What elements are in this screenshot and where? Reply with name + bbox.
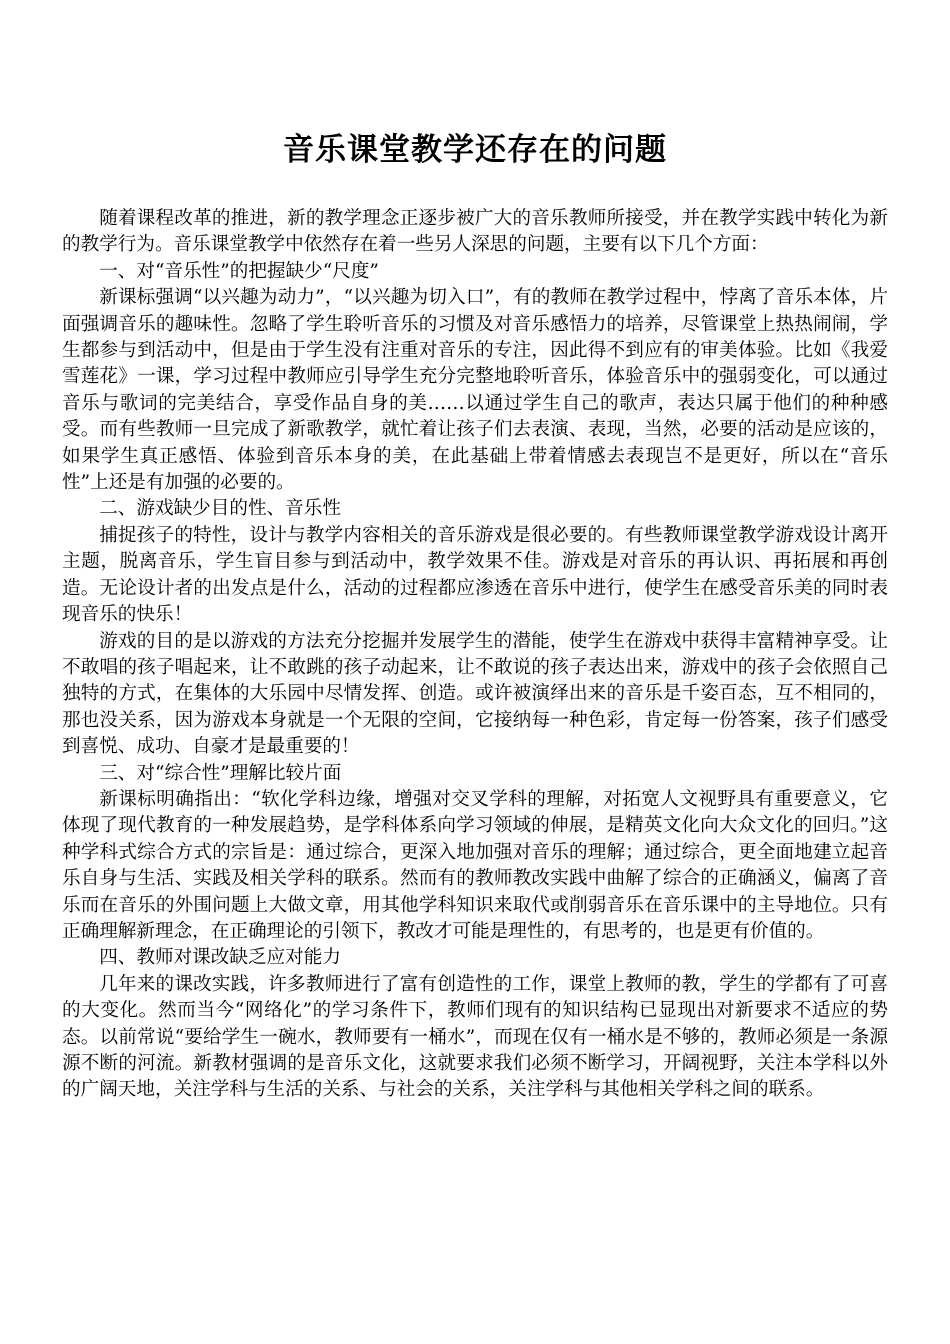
section-heading-4: 四、教师对课改缺乏应对能力 <box>99 947 341 969</box>
paragraph: 游戏的目的是以游戏的方法充分挖掘并发展学生的潜能，使学生在游戏中获得丰富精神享受。让不敢唱的孩子唱起来，让不敢跳的孩子动起来，让不敢说的孩子表达出来，游戏中的孩子会依照自己独特的方式，在集体的大乐园中尽情发挥、创造。或许被演绎出来的音乐是千姿百态，互不相同的，那也没关系，因为游戏本身就是一个无限的空间，它接纳每一种色彩，肯定每一份答案，孩子们感受到喜悦、成功、自豪才是最重要的！ <box>62 630 888 758</box>
paragraph: 新课标强调“以兴趣为动力”，“以兴趣为切入口”，有的教师在教学过程中，悖离了音乐本体，片面强调音乐的趣味性。忽略了学生聆听音乐的习惯及对音乐感悟力的培养，尽管课堂上热热闹闹，学生都参与到活动中，但是由于学生没有注重对音乐的专注，因此得不到应有的审美体验。比如《我爱雪莲花》一课，学习过程中教师应引导学生充分完整地聆听音乐，体验音乐中的强弱变化，可以通过音乐与歌词的完美结合，享受作品自身的美……以通过学生自己的歌声，表达只属于他们的种种感受。而有些教师一旦完成了新歌教学，就忙着让孩子们去表演、表现，当然，必要的活动是应该的，如果学生真正感悟、体验到音乐本身的美，在此基础上带着情感去表现岂不是更好，所以在“音乐性”上还是有加强的必要的。 <box>62 287 888 494</box>
paragraph: 新课标明确指出：“软化学科边缘，增强对交叉学科的理解，对拓宽人文视野具有重要意义，它体现了现代教育的一种发展趋势，是学科体系向学习领域的伸展，是精英文化向大众文化的回归。”这种学科式综合方式的宗旨是：通过综合，更深入地加强对音乐的理解；通过综合，更全面地建立起音乐自身与生活、实践及相关学科的联系。然而有的教师教改实践中曲解了综合的正确涵义，偏离了音乐而在音乐的外围问题上大做文章，用其他学科知识来取代或削弱音乐在音乐课中的主导地位。只有正确理解新理念，在正确理论的引领下，教改才可能是理性的，有思考的，也是更有价值的。 <box>62 788 888 942</box>
document-body <box>62 206 888 1104</box>
section-heading-3: 三、对“综合性”理解比较片面 <box>99 762 342 784</box>
paragraph-intro: 随着课程改革的推进，新的教学理念正逐步被广大的音乐教师所接受，并在教学实践中转化为新的教学行为。音乐课堂教学中依然存在着一些另人深思的问题，主要有以下几个方面： <box>62 208 888 256</box>
paragraph: 几年来的课改实践，许多教师进行了富有创造性的工作，课堂上教师的教，学生的学都有了可喜的大变化。然而当今“网络化”的学习条件下，教师们现有的知识结构已显现出对新要求不适应的势态。以前常说“要给学生一碗水，教师要有一桶水”，而现在仅有一桶水是不够的，教师必须是一条源源不断的河流。新教材强调的是音乐文化，这就要求我们必须不断学习，开阔视野，关注本学科以外的广阔天地，关注学科与生活的关系、与社会的关系，关注学科与其他相关学科之间的联系。 <box>62 973 888 1101</box>
paragraph: 捕捉孩子的特性，设计与教学内容相关的音乐游戏是很必要的。有些教师课堂教学游戏设计离开主题，脱离音乐，学生盲目参与到活动中，教学效果不佳。游戏是对音乐的再认识、再拓展和再创造。无论设计者的出发点是什么，活动的过程都应渗透在音乐中进行，使学生在感受音乐美的同时表现音乐的快乐！ <box>62 524 888 626</box>
document-title: 音乐课堂教学还存在的问题 <box>283 132 667 168</box>
section-heading-1: 一、对“音乐性”的把握缺少“尺度” <box>99 260 379 282</box>
section-heading-2: 二、游戏缺少目的性、音乐性 <box>99 498 341 520</box>
